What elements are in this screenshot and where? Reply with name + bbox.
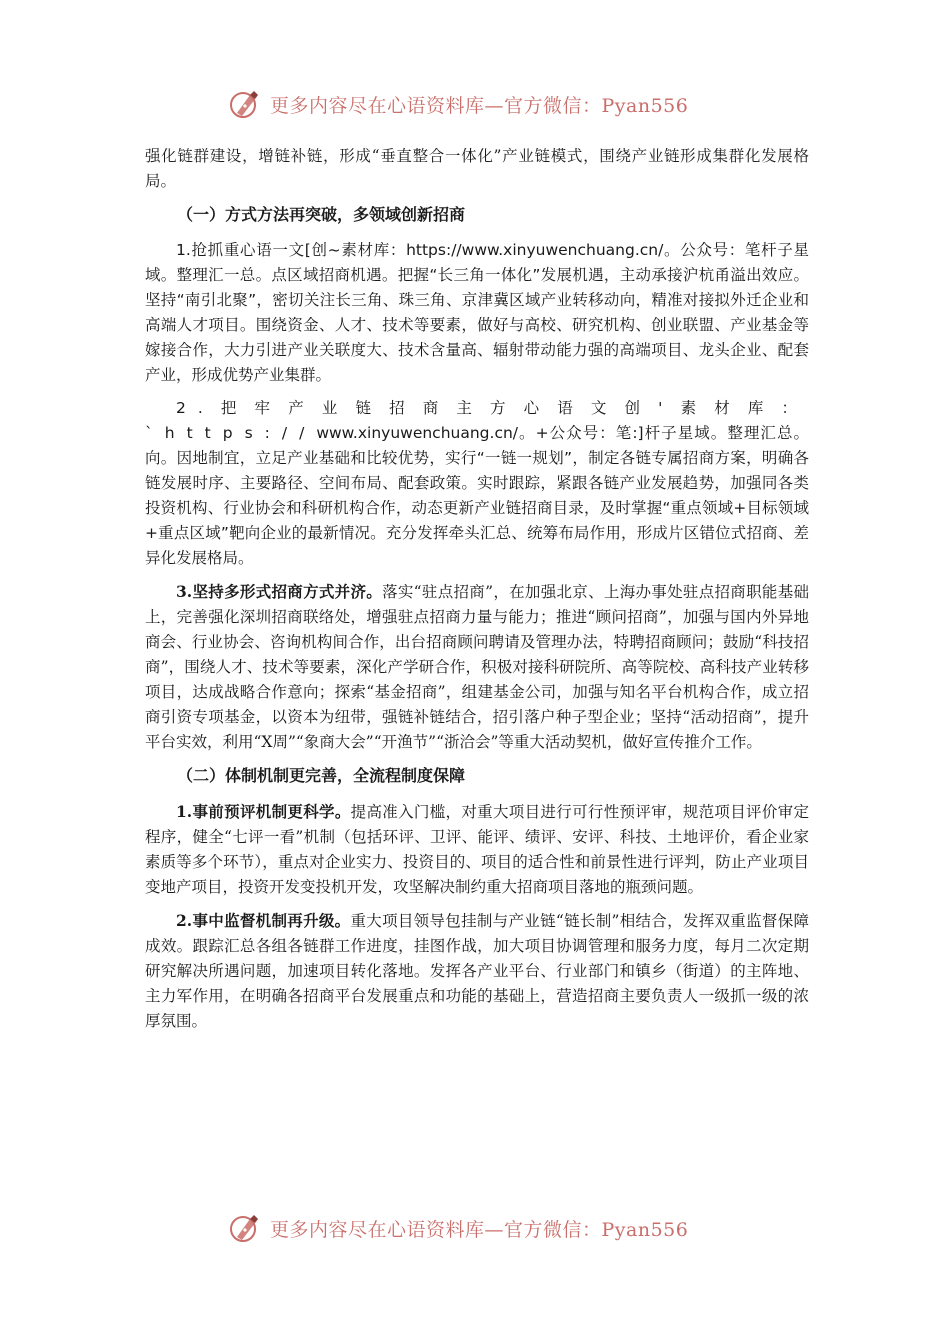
footer-banner — [228, 1208, 688, 1248]
section2-paragraph-1 — [145, 799, 809, 900]
section1-paragraph-1: 1.抢抓重心语一文[创~素材库：https://www.xinyuwenchuang.cn/。公众号：笔杆子星域。整理汇一总。点区域招商机遇。把握“长三角一体化”发展机遇，主动承接沪杭甬溢出效应。坚持“南引北聚”，密切关注长三角、珠三角、京津冀区域产业转移动向，精准对接拟外迁企业和高端人才项目。围绕资金、人才、技术等要素，做好与高校、研究机构、创业联盟、产业基金等嫁接合作，大力引进产业关联度大、技术含量高、辐射带动能力强的高端项目、龙头企业、配套产业，形成优势产业集群。 — [145, 241, 809, 384]
header-banner — [228, 84, 688, 124]
header-banner-text: 更多内容尽在心语资料库—官方微信：Pyan556 — [270, 94, 689, 117]
document-body — [145, 144, 809, 1042]
section1-paragraph-2-spaced: 2.把牢产业链招商主方心语文创'素材库：`https:// — [145, 399, 809, 442]
section2-paragraph-2-lead: 2.事中监督机制再升级。 — [176, 911, 351, 930]
section1-paragraph-2-rest: www.xinyuwenchuang.cn/。+公众号：笔:]杆子星域。整理汇总。向。因地制宜，立足产业基础和比较优势，实行“一链一规划”，制定各链专属招商方案，明确各链发展时序、主要路径、空间布局、配套政策。实时跟踪，紧跟各链产业发展趋势，加强同各类投资机构、行业协会和科研机构合作，动态更新产业链招商目录，及时掌握“重点领域+目标领域+重点区域”靶向企业的最新情况。充分发挥牵头汇总、统筹布局作用，形成片区错位式招商、差异化发展格局。 — [145, 424, 809, 567]
intro-paragraph: 强化链群建设，增链补链，形成“垂直整合一体化”产业链模式，围绕产业链形成集群化发展格局。 — [145, 147, 809, 190]
section2-paragraph-1-body: 提高准入门槛，对重大项目进行可行性预评审，规范项目评价审定程序，健全“七评一看”机制（包括环评、卫评、能评、绩评、安评、科技、土地评价，看企业家素质等多个环节），重点对企业实力、投资目的、项目的适合性和前景性进行评判，防止产业项目变地产项目，投资开发变投机开发，攻坚解决制约重大招商项目落地的瓶颈问题。 — [145, 803, 809, 896]
pen-nib-logo-icon — [228, 87, 262, 121]
section2-paragraph-2 — [145, 908, 809, 1034]
section1-paragraph-2 — [145, 396, 809, 571]
section2-heading: （二）体制机制更完善，全流程制度保障 — [177, 766, 466, 785]
section2-paragraph-1-lead: 1.事前预评机制更科学。 — [176, 802, 351, 821]
section2-paragraph-2-body: 重大项目领导包挂制与产业链“链长制”相结合，发挥双重监督保障成效。跟踪汇总各组各链群工作进度，挂图作战，加大项目协调管理和服务力度，每月二次定期研究解决所遇问题，加速项目转化落地。发挥各产业平台、行业部门和镇乡（街道）的主阵地、主力军作用，在明确各招商平台发展重点和功能的基础上，营造招商主要负责人一级抓一级的浓厚氛围。 — [145, 912, 810, 1030]
section1-paragraph-3 — [145, 579, 809, 755]
pen-nib-logo-icon — [228, 1211, 262, 1245]
footer-banner-text: 更多内容尽在心语资料库—官方微信：Pyan556 — [270, 1218, 689, 1241]
section1-paragraph-3-body: 落实“驻点招商”，在加强北京、上海办事处驻点招商职能基础上，完善强化深圳招商联络处，增强驻点招商力量与能力；推进“顾问招商”，加强与国内外异地商会、行业协会、咨询机构间合作，出台招商顾问聘请及管理办法，特聘招商顾问；鼓励“科技招商”，围绕人才、技术等要素，深化产学研合作，积极对接科研院所、高等院校、高科技产业转移项目，达成战略合作意向；探索“基金招商”，组建基金公司，加强与知名平台机构合作，成立招商引资专项基金，以资本为纽带，强链补链结合，招引落户种子型企业；坚持“活动招商”，提升平台实效，利用“X周”“象商大会”“开渔节”“浙洽会”等重大活动契机，做好宣传推介工作。 — [145, 583, 809, 751]
section1-heading: （一）方式方法再突破，多领域创新招商 — [177, 205, 466, 224]
section1-paragraph-3-lead: 3.坚持多形式招商方式并济。 — [176, 582, 383, 601]
